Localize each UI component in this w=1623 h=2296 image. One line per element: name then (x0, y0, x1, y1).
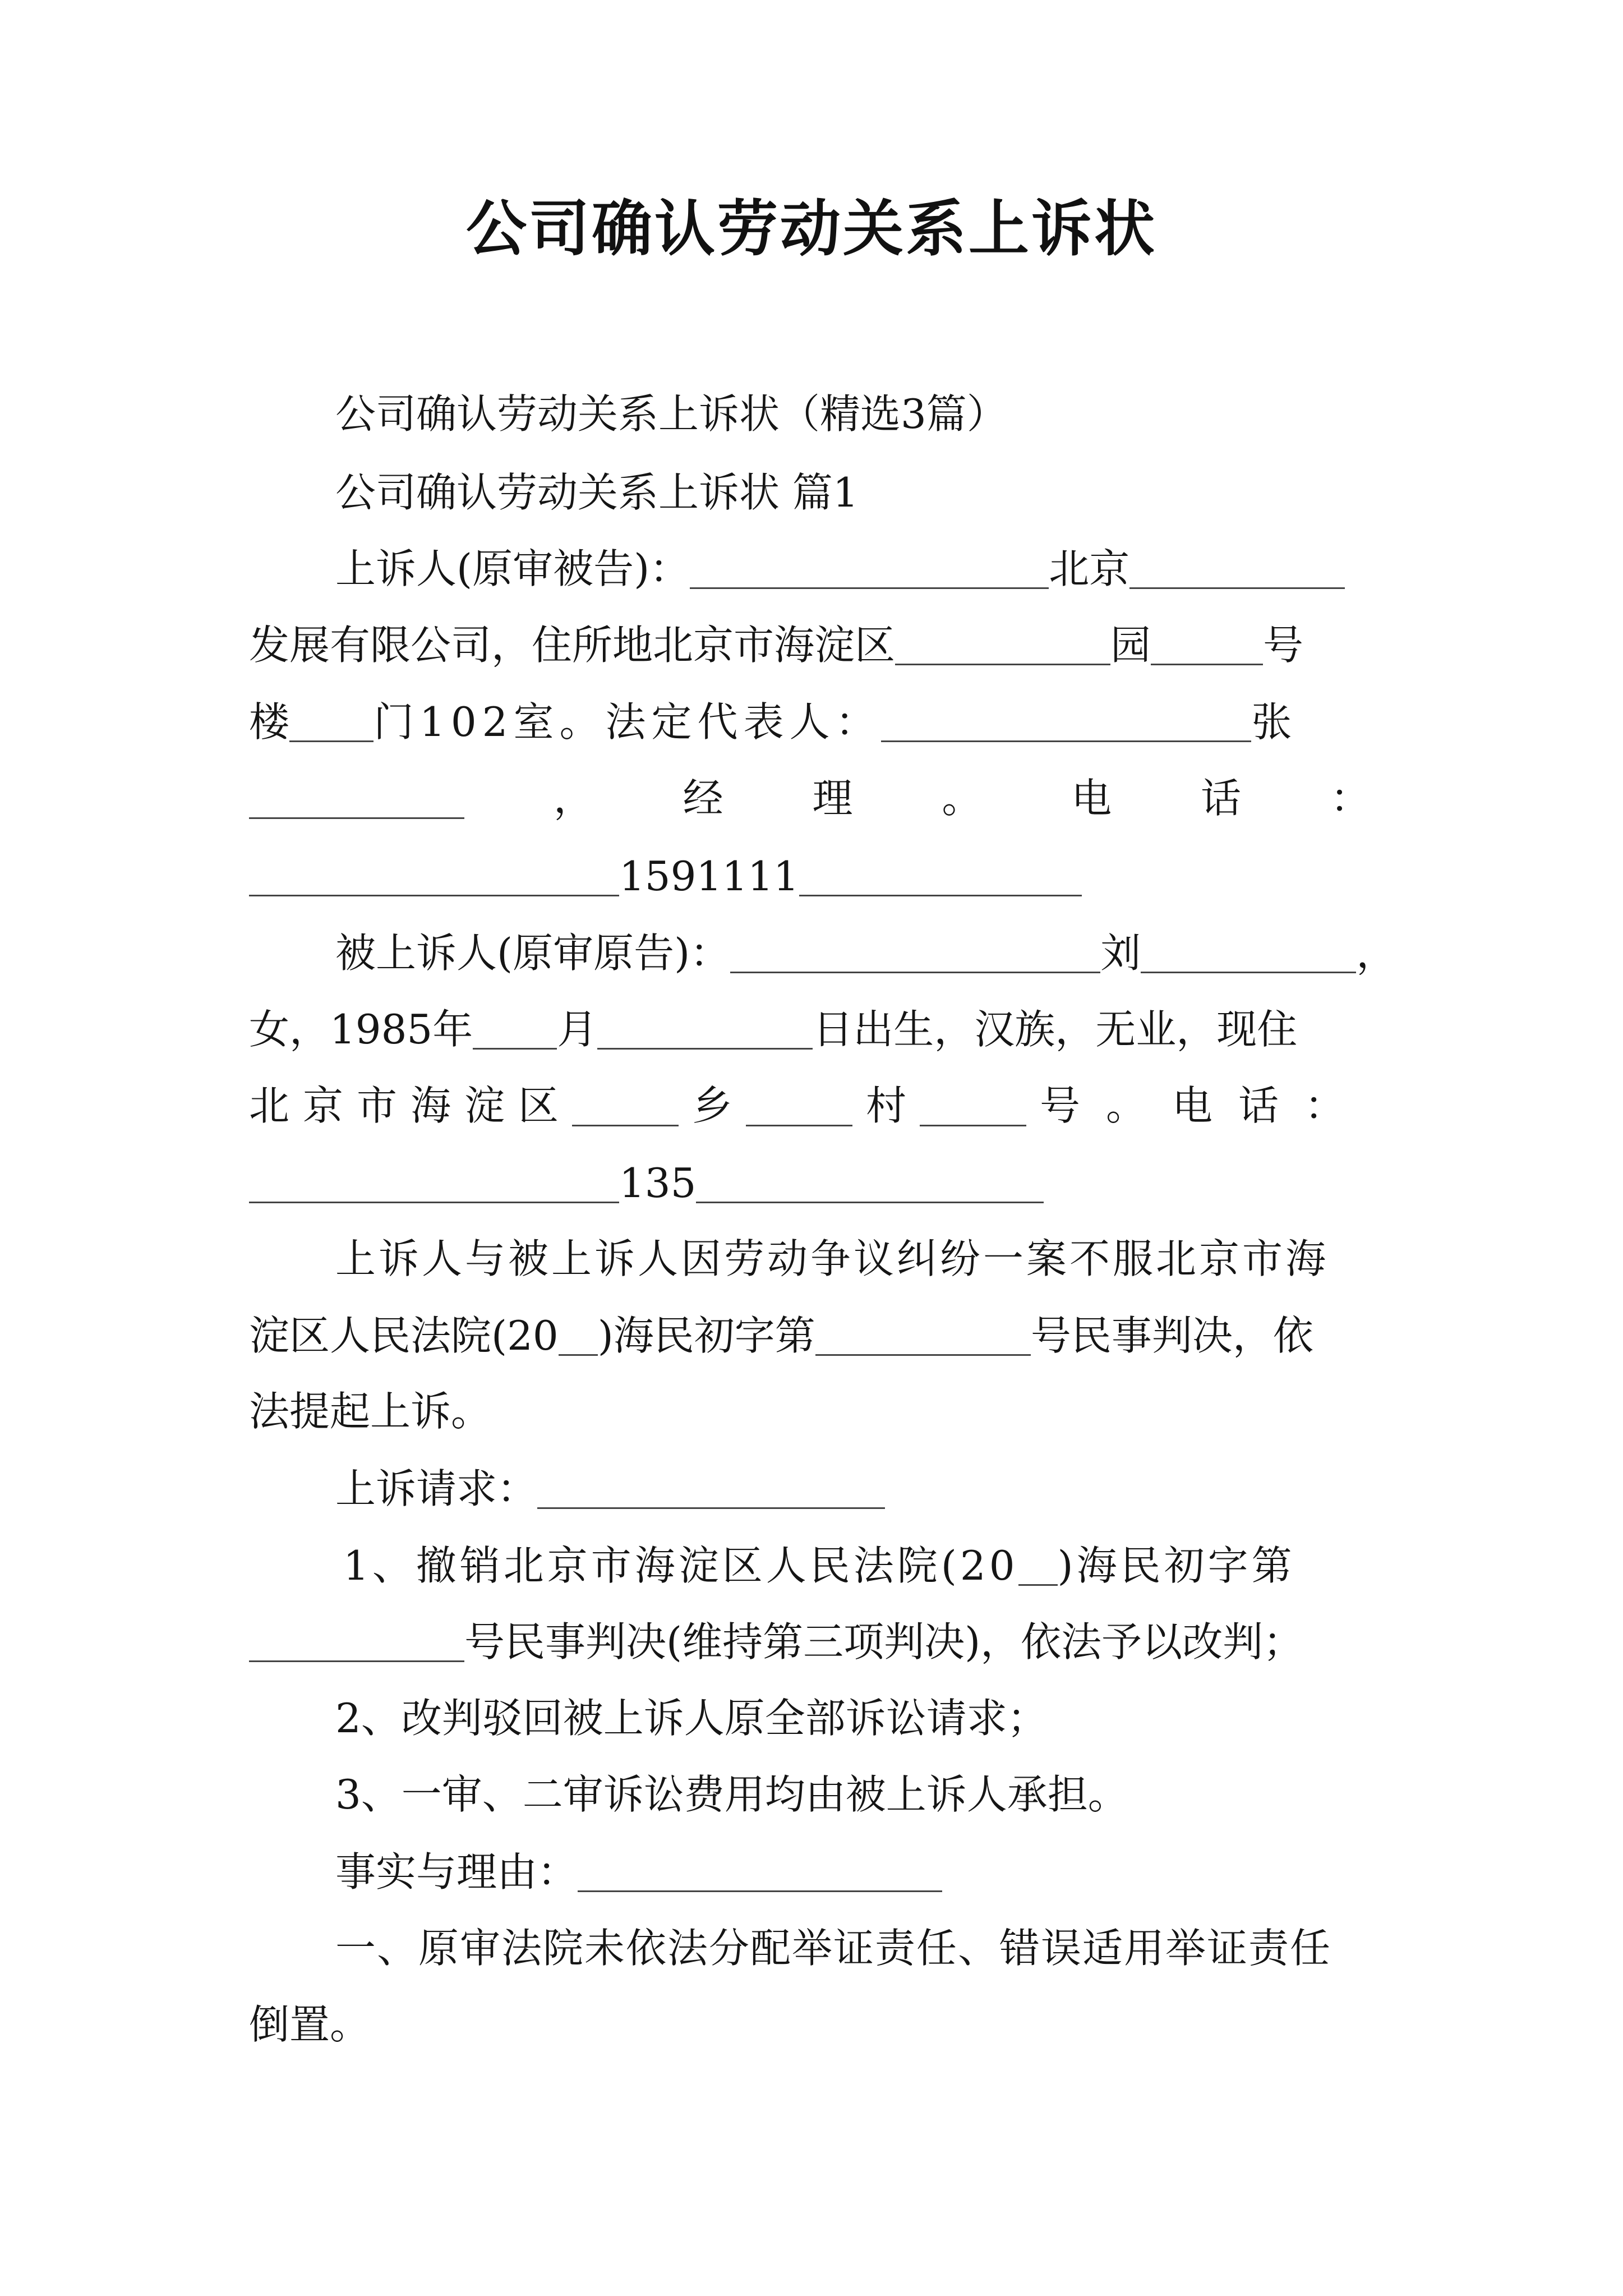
appellee-line-3 (249, 1082, 1371, 1129)
appellee-line-4 (249, 1159, 1044, 1207)
intro-line-1: 上诉人与被上诉人因劳动争议纠纷一案不服北京市海 (335, 1235, 1329, 1282)
intro-line-2 (249, 1312, 1313, 1359)
requests-heading: 上诉请求： (335, 1465, 538, 1512)
request-item1-b: )海民初字第 (1057, 1542, 1295, 1589)
facts-point-1-line-1: 一、原审法院未依法分配举证责任、错误适用举证责任 (335, 1925, 1332, 1972)
blank-field (597, 1009, 813, 1050)
appellee-xiang: 乡 (691, 1082, 732, 1129)
appellant-city: 北京 (1049, 545, 1130, 592)
appellant-hao: 号 (1263, 622, 1304, 669)
blank-field (799, 855, 1082, 896)
appellee-line2-b: 日出生，汉族，无业，现住 (813, 1006, 1298, 1053)
addr-char: 海 (411, 1082, 451, 1129)
appellant-surname: 张 (1251, 698, 1292, 746)
addr-char: 区 (518, 1082, 559, 1129)
appellant-period: 。 (942, 775, 983, 822)
blank-field (920, 1085, 1026, 1126)
blank-field (815, 1315, 1031, 1356)
facts-point-1-line-2: 倒置。 (249, 2001, 371, 2048)
appellant-garden: 园 (1110, 622, 1151, 669)
blank-field (473, 1009, 557, 1050)
blank-field (559, 1315, 598, 1356)
intro-line-3: 法提起上诉。 (249, 1388, 492, 1435)
appellant-line-2 (249, 622, 1304, 669)
blank-field (572, 1085, 679, 1126)
blank-field (730, 932, 1100, 973)
appellant-role-1: 经 (683, 775, 723, 822)
appellant-label: 上诉人(原审被告)： (335, 545, 690, 592)
request-item1-line2: 号民事判决(维持第三项判决)，依法予以改判； (464, 1618, 1304, 1665)
document-title: 公司确认劳动关系上诉状 (465, 194, 1157, 264)
blank-field (289, 701, 374, 742)
intro-line2-c: 号民事判决，依 (1030, 1312, 1313, 1359)
appellant-line-5 (249, 853, 1082, 900)
appellee-surname: 刘 (1100, 930, 1141, 977)
facts-heading: 事实与理由： (335, 1848, 578, 1895)
appellee-comma: ， (1356, 930, 1397, 977)
document-subtitle: 公司确认劳动关系上诉状（精选3篇） (335, 390, 1007, 438)
request-item-2: 2、改判驳回被上诉人原全部诉讼请求； (335, 1695, 1048, 1742)
blank-field (578, 1851, 942, 1892)
appellant-phone-1: 电 (1071, 775, 1112, 822)
blank-field (249, 1162, 619, 1203)
appellant-lou: 楼 (249, 698, 290, 746)
blank-field (1141, 932, 1356, 973)
blank-field (881, 701, 1251, 742)
appellant-colon: ： (1330, 775, 1371, 822)
blank-field (696, 1162, 1044, 1203)
section-heading: 公司确认劳动关系上诉状 篇1 (335, 469, 859, 516)
request-item1-a: 1、撤销北京市海淀区人民法院(20 (343, 1542, 1018, 1589)
appellant-room: 门102室。法定代表人： (374, 698, 882, 746)
intro-line2-b: )海民初字第 (597, 1312, 815, 1359)
appellant-comma: ， (553, 775, 594, 822)
request-item-1-line-1 (343, 1542, 1295, 1589)
appellee-phone-number: 135 (619, 1159, 697, 1207)
appellant-phone-2: 话 (1201, 775, 1242, 822)
appellee-line-1 (335, 930, 1397, 977)
addr-char: 淀 (464, 1082, 505, 1129)
appellant-line-3 (249, 698, 1292, 746)
blank-field (1129, 548, 1345, 589)
addr-char: 京 (303, 1082, 344, 1129)
appellant-phone-number: 1591111 (619, 853, 799, 900)
appellant-line-1 (335, 545, 1345, 592)
blank-field (1151, 624, 1263, 665)
appellee-hao: 号。电话： (1039, 1082, 1371, 1129)
blank-field (249, 778, 464, 819)
facts-line (335, 1848, 942, 1895)
appellant-role-2: 理 (812, 775, 853, 822)
appellant-line-4 (249, 775, 1371, 822)
addr-char: 市 (357, 1082, 398, 1129)
request-item-3: 3、一审、二审诉讼费用均由被上诉人承担。 (335, 1771, 1128, 1818)
blank-field (249, 855, 619, 896)
blank-field (249, 1621, 464, 1662)
blank-field (537, 1468, 885, 1509)
appellee-line-2 (249, 1006, 1298, 1053)
appellee-label: 被上诉人(原审原告)： (335, 930, 731, 977)
appellee-cun: 村 (865, 1082, 906, 1129)
appellee-line2-a: 女，1985年 (249, 1006, 473, 1053)
blank-field (1018, 1545, 1058, 1586)
blank-field (690, 548, 1049, 589)
appellee-month: 月 (557, 1006, 598, 1053)
blank-field (895, 624, 1110, 665)
blank-field (746, 1085, 852, 1126)
addr-char: 北 (249, 1082, 290, 1129)
requests-line (335, 1465, 885, 1512)
intro-line2-a: 淀区人民法院(20 (249, 1312, 559, 1359)
request-item-1-line-2 (249, 1618, 1304, 1665)
appellant-company-suffix: 发展有限公司，住所地北京市海淀区 (249, 622, 896, 669)
